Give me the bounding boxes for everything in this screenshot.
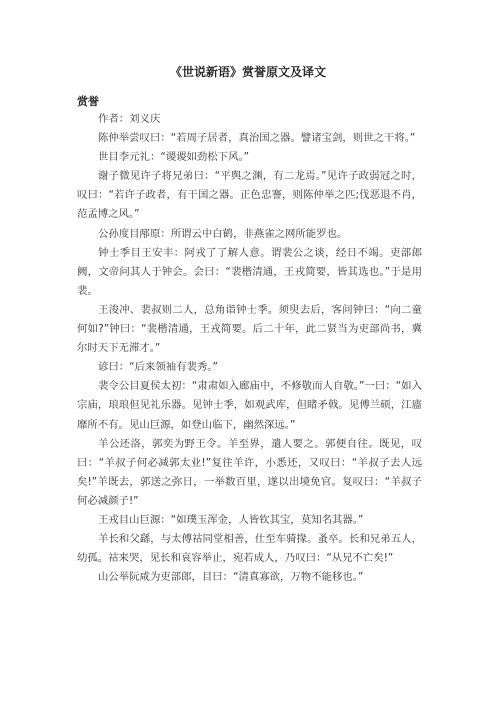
paragraph: 王浚冲、裴叔则二人，总角诣钟士季。须臾去后，客问钟曰：“向二童何如?”钟曰：“裴楷清通，王戎简要。后二十年，此二贤当为吏部尚书，冀尔时天下无滞才。” (77, 303, 422, 355)
paragraph: 王戎目山巨源：“如璞玉浑金，人皆钦其宝，莫知名其器。” (98, 513, 364, 526)
paragraph: 羊公还洛，郭奕为野王令。羊至界，遣人要之。郭便自往。既见，叹曰：“羊叔子何必减郭太业!”复往羊许，小悉还，又叹曰：“羊叔子去人远矣!”羊既去，郭送之弥日，一举数百里，遂以出境免官。复叹曰：“羊叔子何必减颜子!” (77, 437, 422, 507)
paragraph: 谢子微见许子将兄弟曰：“平舆之渊，有二龙焉。”见许子政弱冠之时，叹曰：“若许子政者，有干国之器。正色忠謇，则陈仲举之匹;伐恶退不肖，范孟博之风。” (77, 170, 422, 221)
paragraph: 公孙度目邴原：所谓云中白鹤，非燕雀之网所能罗也。 (98, 227, 348, 240)
paragraph: 羊长和父繇，与太傅祜同堂相善，仕至车骑掾。蚤卒。长和兄弟五人，幼孤。祜来哭，见长和哀容举止，宛若成人，乃叹曰：“从兄不亡矣!” (77, 533, 422, 565)
paragraph: 世目李元礼：“谡谡如劲松下风。” (98, 151, 250, 164)
paragraph: 陈仲举尝叹曰：“若周子居者，真治国之器。譬诸宝剑，则世之干将。” (98, 132, 416, 145)
paragraph: 钟士季目王安丰：阿戎了了解人意。谓裴公之谈，经日不竭。吏部郎阙，文帝问其人于钟会。会曰：“裴楷清通，王戎简要，皆其选也。”于是用裴。 (77, 246, 422, 297)
paragraph: 裴令公目夏侯太初：“肃肃如入廊庙中，不修敬而人自敬。”一曰：“如入宗庙，琅琅但见礼乐器。见钟士季，如观武库，但睹矛戟。见傅兰硕，江廧靡所不有。见山巨源，如登山临下，幽然深远。” (77, 380, 422, 431)
document-title: 《世说新语》赏誉原文及译文 (169, 65, 326, 79)
document-body (77, 110, 422, 587)
author-line: 作者：刘义庆 (98, 113, 161, 125)
section-heading: 赏誉 (77, 95, 99, 108)
paragraph: 谚曰：“后来领袖有裴秀。” (98, 361, 218, 374)
paragraph: 山公举阮咸为吏部郎，目曰：“清真寡欲，万物不能移也。” (98, 571, 364, 584)
